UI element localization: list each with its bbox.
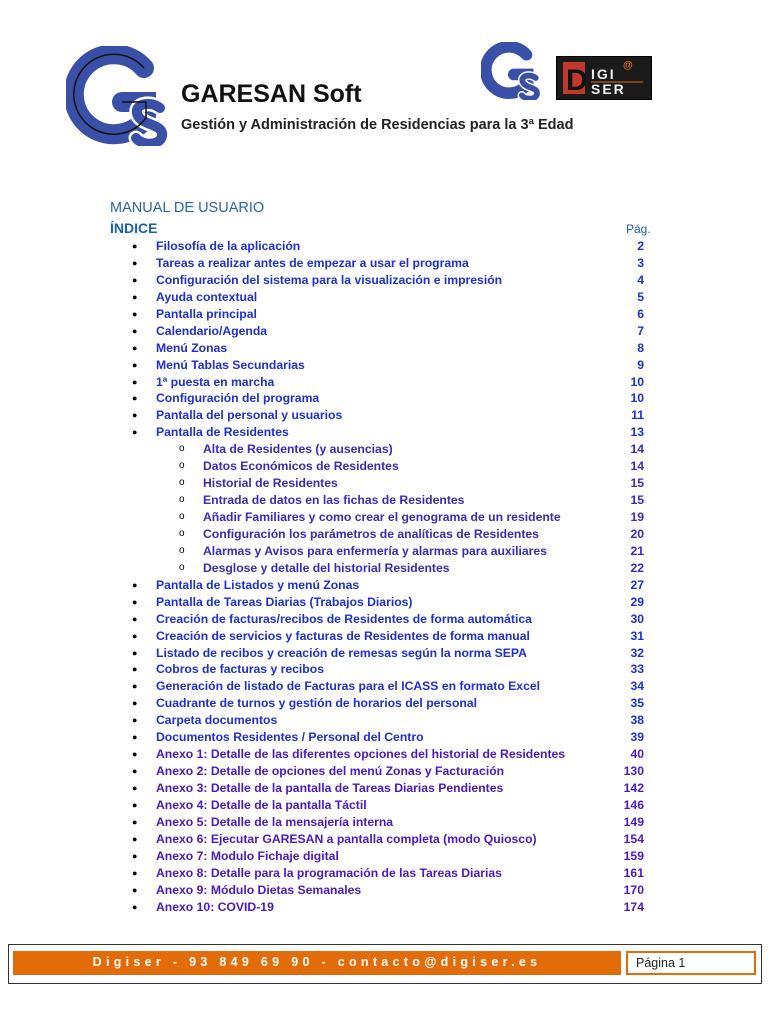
toc-page-number: 146: [623, 797, 644, 812]
bullet-icon: ●: [132, 274, 138, 285]
toc-page-number: 4: [637, 272, 644, 287]
bullet-icon: ●: [132, 833, 138, 844]
toc-entry[interactable]: [0, 390, 768, 407]
toc-page-number: 10: [630, 374, 644, 389]
toc-label: Pantalla principal: [156, 306, 257, 321]
table-of-contents: [0, 238, 768, 916]
digiser-logo: [556, 56, 652, 100]
circle-bullet-icon: o: [179, 527, 185, 539]
page-number: Página 1: [636, 956, 686, 970]
toc-page-number: 39: [630, 730, 644, 745]
toc-page-number: 2: [637, 239, 644, 253]
circle-bullet-icon: o: [179, 477, 185, 489]
toc-entry[interactable]: [0, 255, 768, 272]
bullet-icon: ●: [132, 359, 138, 370]
toc-entry[interactable]: [0, 678, 768, 695]
toc-label: Anexo 5: Detalle de la mensajería interna: [156, 814, 394, 829]
toc-entry[interactable]: [0, 865, 768, 882]
circle-bullet-icon: o: [179, 544, 185, 556]
toc-label: Anexo 10: COVID-19: [156, 899, 274, 914]
footer-contact-bar: [13, 951, 621, 975]
svg-text:@: @: [623, 60, 633, 71]
toc-page-number: 34: [630, 679, 644, 694]
bullet-icon: ●: [132, 291, 138, 302]
toc-page-number: 159: [623, 848, 644, 863]
toc-entry[interactable]: [0, 611, 768, 628]
bullet-icon: ●: [132, 884, 138, 895]
toc-entry[interactable]: [0, 814, 768, 831]
toc-page-number: 9: [637, 357, 644, 372]
bullet-icon: ●: [132, 901, 138, 912]
toc-page-number: 20: [630, 526, 644, 541]
bullet-icon: ●: [132, 783, 138, 793]
toc-entry[interactable]: [0, 882, 768, 899]
toc-page-number: 6: [637, 306, 644, 321]
toc-entry[interactable]: [0, 238, 768, 255]
page-column-label: Pág.: [626, 222, 651, 236]
toc-label: Generación de listado de Facturas para el ICASS en formato Excel: [156, 679, 541, 694]
bullet-icon: ●: [132, 698, 138, 709]
toc-entry[interactable]: [0, 797, 768, 814]
toc-entry[interactable]: [0, 272, 768, 289]
toc-entry[interactable]: [0, 306, 768, 323]
toc-entry[interactable]: [0, 712, 768, 729]
bullet-icon: ●: [132, 799, 138, 810]
bullet-icon: ●: [132, 681, 138, 692]
circle-bullet-icon: o: [179, 460, 185, 472]
toc-label: Listado de recibos y creación de remesas según la norma SEPA: [156, 645, 527, 660]
toc-page-number: 5: [637, 289, 644, 304]
toc-label: Anexo 8: Detalle para la programación de las Tareas Diarias: [156, 865, 502, 880]
circle-bullet-icon: o: [179, 511, 185, 522]
toc-page-number: 19: [630, 510, 644, 524]
toc-label: Tareas a realizar antes de empezar a usar el programa: [156, 255, 469, 270]
brand-subtitle: Gestión y Administración de Residencias para la 3ª Edad: [181, 117, 574, 133]
toc-page-number: 7: [637, 323, 644, 338]
bullet-icon: ●: [132, 850, 138, 861]
toc-label: Datos Económicos de Residentes: [203, 459, 399, 474]
toc-page-number: 15: [630, 476, 644, 491]
toc-subentry[interactable]: [0, 475, 768, 492]
toc-entry[interactable]: [0, 323, 768, 340]
toc-label: Alarmas y Avisos para enfermería y alarmas para auxiliares: [203, 543, 547, 558]
toc-page-number: 35: [630, 696, 644, 711]
svg-text:IGI: IGI: [591, 66, 616, 82]
toc-entry[interactable]: [0, 899, 768, 916]
toc-label: Anexo 4: Detalle de la pantalla Táctil: [156, 797, 367, 812]
toc-label: Filosofía de la aplicación: [156, 239, 301, 253]
toc-label: Anexo 9: Módulo Dietas Semanales: [156, 882, 362, 897]
toc-subentry[interactable]: [0, 458, 768, 475]
toc-label: Cuadrante de turnos y gestión de horarios del personal: [156, 696, 477, 711]
bullet-icon: ●: [132, 613, 138, 624]
bullet-icon: ●: [132, 427, 138, 438]
footer: [8, 944, 762, 984]
toc-page-number: 30: [630, 611, 644, 626]
toc-label: Calendario/Agenda: [156, 323, 268, 338]
toc-page-number: 40: [630, 747, 644, 762]
toc-entry[interactable]: [0, 661, 768, 678]
toc-page-number: 14: [630, 459, 644, 474]
bullet-icon: ●: [132, 749, 138, 760]
toc-label: Alta de Residentes (y ausencias): [203, 442, 393, 457]
toc-entry[interactable]: [0, 780, 768, 797]
bullet-icon: ●: [132, 308, 138, 319]
toc-page-number: 13: [630, 425, 644, 440]
index-title: ÍNDICE: [110, 220, 158, 236]
toc-page-number: 130: [623, 764, 644, 779]
bullet-icon: ●: [132, 410, 138, 421]
toc-label: Configuración del programa: [156, 391, 320, 406]
toc-subentry[interactable]: [0, 492, 768, 509]
toc-subentry[interactable]: [0, 509, 768, 526]
toc-entry[interactable]: [0, 340, 768, 357]
toc-entry[interactable]: [0, 577, 768, 594]
toc-label: Añadir Familiares y como crear el genograma de un residente: [203, 510, 561, 524]
toc-label: Historial de Residentes: [203, 476, 338, 491]
toc-entry[interactable]: [0, 594, 768, 611]
footer-page-box: [626, 951, 756, 975]
circle-bullet-icon: o: [179, 494, 185, 506]
toc-label: Creación de facturas/recibos de Residentes de forma automática: [156, 611, 532, 626]
toc-entry[interactable]: [0, 831, 768, 848]
toc-label: Menú Tablas Secundarias: [156, 357, 305, 372]
toc-label: Anexo 1: Detalle de las diferentes opciones del historial de Residentes: [156, 747, 566, 762]
svg-text:SER: SER: [591, 81, 626, 97]
toc-label: Configuración del sistema para la visualización e impresión: [156, 272, 503, 287]
toc-entry[interactable]: [0, 407, 768, 424]
toc-label: Configuración los parámetros de analíticas de Residentes: [203, 526, 539, 541]
toc-entry[interactable]: [0, 374, 768, 391]
toc-page-number: 11: [631, 408, 644, 423]
toc-page-number: 33: [630, 662, 644, 677]
garesan-small-logo: [481, 42, 543, 100]
toc-page-number: 174: [623, 899, 644, 914]
circle-bullet-icon: o: [179, 561, 185, 573]
bullet-icon: ●: [132, 816, 138, 827]
footer-contact: Digiser - 93 849 69 90 - contacto@digiser.es: [92, 955, 542, 969]
toc-entry[interactable]: [0, 763, 768, 780]
bullet-icon: ●: [132, 630, 138, 641]
toc-page-number: 8: [637, 340, 644, 355]
circle-bullet-icon: o: [179, 443, 185, 455]
toc-label: Pantalla de Tareas Diarias (Trabajos Diarios): [156, 594, 413, 609]
bullet-icon: ●: [132, 579, 138, 590]
toc-page-number: 15: [630, 493, 644, 508]
bullet-icon: ●: [132, 647, 138, 658]
toc-page-number: 29: [630, 594, 644, 609]
toc-page-number: 142: [623, 781, 644, 795]
toc-entry[interactable]: [0, 746, 768, 763]
bullet-icon: ●: [132, 257, 138, 268]
brand-name: GARESAN Soft: [181, 80, 362, 108]
toc-page-number: 22: [630, 560, 644, 575]
toc-subentry[interactable]: [0, 526, 768, 543]
toc-label: Desglose y detalle del historial Residentes: [203, 560, 450, 575]
toc-label: 1ª puesta en marcha: [156, 374, 275, 389]
toc-label: Carpeta documentos: [156, 713, 278, 728]
toc-label: Pantalla de Listados y menú Zonas: [156, 577, 360, 592]
toc-page-number: 14: [630, 442, 644, 457]
toc-label: Anexo 6: Ejecutar GARESAN a pantalla completa (modo Quiosco): [156, 831, 537, 846]
bullet-icon: ●: [132, 766, 138, 777]
bullet-icon: ●: [132, 867, 138, 878]
toc-page-number: 21: [630, 543, 644, 558]
bullet-icon: ●: [132, 732, 138, 743]
toc-label: Pantalla de Residentes: [156, 425, 289, 440]
toc-subentry[interactable]: [0, 441, 768, 458]
toc-label: Cobros de facturas y recibos: [156, 662, 324, 677]
toc-label: Entrada de datos en las fichas de Residentes: [203, 493, 465, 508]
document-title: MANUAL DE USUARIO: [110, 200, 265, 216]
toc-label: Anexo 3: Detalle de la pantalla de Tareas Diarias Pendientes: [156, 781, 504, 795]
toc-page-number: 170: [623, 882, 644, 897]
toc-page-number: 154: [623, 831, 644, 846]
garesan-logo: [66, 46, 172, 146]
toc-entry[interactable]: [0, 628, 768, 645]
toc-label: Menú Zonas: [156, 340, 228, 355]
toc-page-number: 161: [623, 865, 644, 880]
toc-entry[interactable]: [0, 848, 768, 865]
toc-page-number: 3: [637, 255, 644, 270]
toc-subentry[interactable]: [0, 543, 768, 560]
bullet-icon: ●: [132, 376, 138, 387]
bullet-icon: ●: [132, 342, 138, 353]
toc-label: Creación de servicios y facturas de Residentes de forma manual: [156, 628, 530, 643]
toc-label: Ayuda contextual: [156, 289, 258, 304]
bullet-icon: ●: [132, 393, 138, 404]
toc-entry[interactable]: [0, 695, 768, 712]
toc-entry[interactable]: [0, 645, 768, 662]
toc-entry[interactable]: [0, 424, 768, 441]
toc-page-number: 31: [630, 628, 644, 643]
toc-entry[interactable]: [0, 729, 768, 746]
bullet-icon: ●: [132, 664, 138, 675]
toc-entry[interactable]: [0, 289, 768, 306]
toc-page-number: 27: [630, 577, 644, 592]
toc-page-number: 10: [630, 391, 644, 406]
toc-subentry[interactable]: [0, 560, 768, 577]
toc-label: Anexo 2: Detalle de opciones del menú Zonas y Facturación: [156, 764, 505, 779]
toc-page-number: 38: [630, 713, 644, 728]
toc-page-number: 32: [630, 645, 644, 660]
bullet-icon: ●: [132, 241, 138, 251]
bullet-icon: ●: [132, 715, 138, 726]
toc-label: Anexo 7: Modulo Fichaje digital: [156, 848, 339, 863]
svg-text:D: D: [566, 64, 588, 97]
toc-label: Pantalla del personal y usuarios: [156, 408, 343, 423]
toc-entry[interactable]: [0, 357, 768, 374]
toc-page-number: 149: [623, 814, 644, 829]
bullet-icon: ●: [132, 596, 138, 607]
toc-label: Documentos Residentes / Personal del Centro: [156, 730, 424, 745]
bullet-icon: ●: [132, 325, 138, 336]
